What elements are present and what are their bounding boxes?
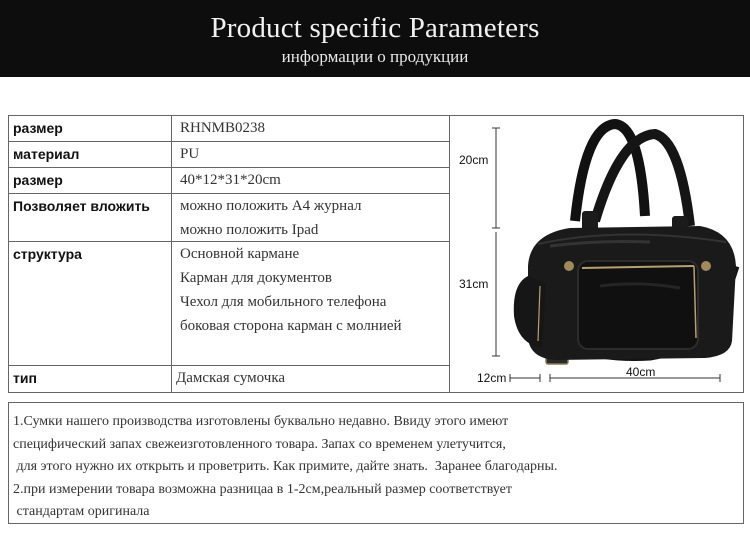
note-line: 2.при измерении товара возможна разницаа в 1-2см,реальный размер соответствует bbox=[13, 481, 512, 497]
product-photo-panel bbox=[450, 115, 744, 393]
note-line: специфический запах свежеизготовленного товара. Запах со временем улетучится, bbox=[13, 436, 506, 452]
param-label: тип bbox=[13, 370, 37, 386]
page-subtitle: информации о продукции bbox=[281, 47, 469, 66]
table-row-model bbox=[9, 116, 449, 142]
param-value: Чехол для мобильного телефона bbox=[180, 294, 387, 310]
table-row-type bbox=[9, 366, 449, 392]
param-label: Позволяет вложить bbox=[13, 198, 150, 214]
param-value: боковая сторона карман с молнией bbox=[180, 318, 402, 334]
param-value: можно положить A4 журнал bbox=[180, 198, 362, 214]
note-line: 1.Сумки нашего производства изготовлены буквально недавно. Ввиду этого имеют bbox=[13, 414, 509, 429]
param-label: материал bbox=[13, 146, 80, 162]
param-label: размер bbox=[13, 120, 63, 136]
table-row-structure bbox=[9, 242, 449, 366]
front-pocket bbox=[578, 261, 698, 349]
bag-illustration bbox=[450, 116, 744, 394]
param-value: Дамская сумочка bbox=[176, 370, 286, 386]
table-row-material bbox=[9, 142, 449, 168]
table-row-size bbox=[9, 168, 449, 194]
dim-body-height: 31cm bbox=[459, 277, 489, 291]
notes-box bbox=[8, 402, 744, 524]
note-line: для этого нужно их открыть и проветрить. Как примите, дайте знать. Заранее благодарны. bbox=[13, 459, 558, 474]
param-value: Основной кармане bbox=[180, 246, 300, 262]
param-value: RHNMB0238 bbox=[180, 120, 266, 136]
param-label: структура bbox=[13, 246, 82, 262]
dim-width: 40cm bbox=[626, 365, 656, 379]
parameters-table bbox=[8, 115, 450, 393]
table-row-capacity bbox=[9, 194, 449, 242]
param-value: 40*12*31*20cm bbox=[180, 172, 281, 188]
note-line: стандартам оригинала bbox=[13, 504, 150, 519]
param-label: размер bbox=[13, 172, 63, 188]
header-banner bbox=[0, 0, 750, 77]
dim-depth: 12cm bbox=[477, 371, 507, 385]
page-title: Product specific Parameters bbox=[210, 12, 540, 44]
param-value: можно положить Ipad bbox=[180, 222, 319, 238]
param-value: Карман для документов bbox=[180, 270, 332, 286]
side-pocket bbox=[514, 276, 546, 348]
dim-handle-height: 20cm bbox=[459, 153, 489, 167]
param-value: PU bbox=[180, 146, 200, 162]
